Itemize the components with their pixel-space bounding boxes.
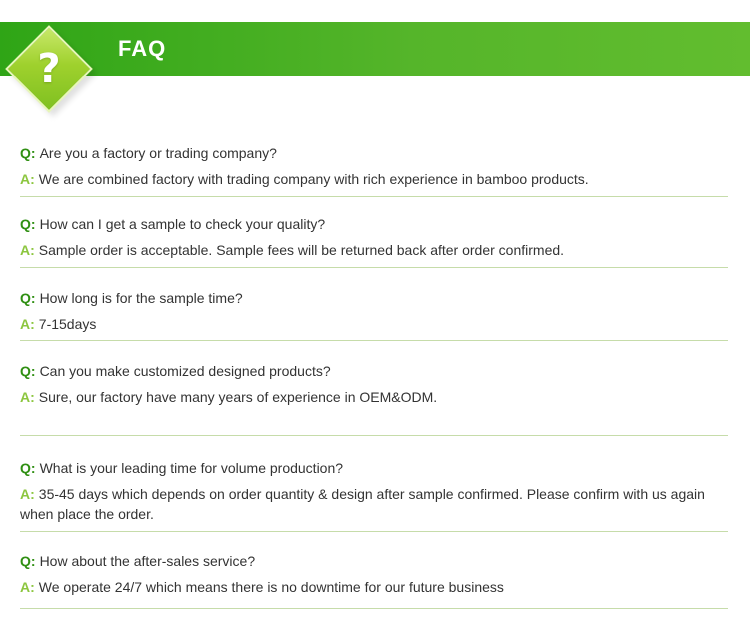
divider: [20, 531, 728, 532]
question-text: How long is for the sample time?: [39, 290, 243, 306]
faq-banner: [0, 22, 750, 76]
question-prefix: Q:: [20, 363, 36, 379]
divider: [20, 435, 728, 436]
question-prefix: Q:: [20, 553, 36, 569]
question-mark-icon: ?: [37, 46, 61, 92]
faq-answer: [20, 314, 735, 334]
faq-answer: [20, 387, 735, 407]
answer-text: Sample order is acceptable. Sample fees will be returned back after order confirmed.: [38, 242, 565, 258]
answer-prefix: A:: [20, 316, 35, 332]
faq-item: [20, 214, 735, 260]
question-text: Are you a factory or trading company?: [39, 145, 277, 161]
faq-answer: [20, 484, 735, 524]
faq-item: [20, 458, 735, 524]
faq-answer: [20, 240, 735, 260]
answer-prefix: A:: [20, 242, 35, 258]
question-text: Can you make customized designed products?: [39, 363, 331, 379]
faq-question: [20, 551, 735, 571]
faq-item: [20, 361, 735, 407]
divider: [20, 608, 728, 609]
answer-text: Sure, our factory have many years of experience in OEM&ODM.: [38, 389, 438, 405]
faq-item: [20, 551, 735, 597]
answer-text: We are combined factory with trading company with rich experience in bamboo products.: [38, 171, 589, 187]
faq-question: [20, 458, 735, 478]
divider: [20, 340, 728, 341]
answer-prefix: A:: [20, 389, 35, 405]
question-text: How can I get a sample to check your quality?: [39, 216, 326, 232]
faq-answer: [20, 169, 735, 189]
divider: [20, 196, 728, 197]
question-prefix: Q:: [20, 460, 36, 476]
faq-question: [20, 214, 735, 234]
answer-prefix: A:: [20, 171, 35, 187]
answer-text: We operate 24/7 which means there is no downtime for our future business: [38, 579, 504, 595]
question-text: How about the after-sales service?: [39, 553, 256, 569]
answer-prefix: A:: [20, 486, 35, 502]
question-prefix: Q:: [20, 290, 36, 306]
question-text: What is your leading time for volume production?: [39, 460, 344, 476]
faq-question: [20, 288, 735, 308]
faq-answer: [20, 577, 735, 597]
divider: [20, 267, 728, 268]
faq-question: [20, 361, 735, 381]
answer-text: 35-45 days which depends on order quantity & design after sample confirmed. Please confirm with us again when place the order.: [20, 486, 705, 522]
question-prefix: Q:: [20, 216, 36, 232]
faq-item: [20, 288, 735, 334]
answer-text: 7-15days: [38, 316, 97, 332]
faq-question: [20, 143, 735, 163]
page-title: FAQ: [118, 36, 167, 61]
faq-item: [20, 143, 735, 189]
question-prefix: Q:: [20, 145, 36, 161]
answer-prefix: A:: [20, 579, 35, 595]
